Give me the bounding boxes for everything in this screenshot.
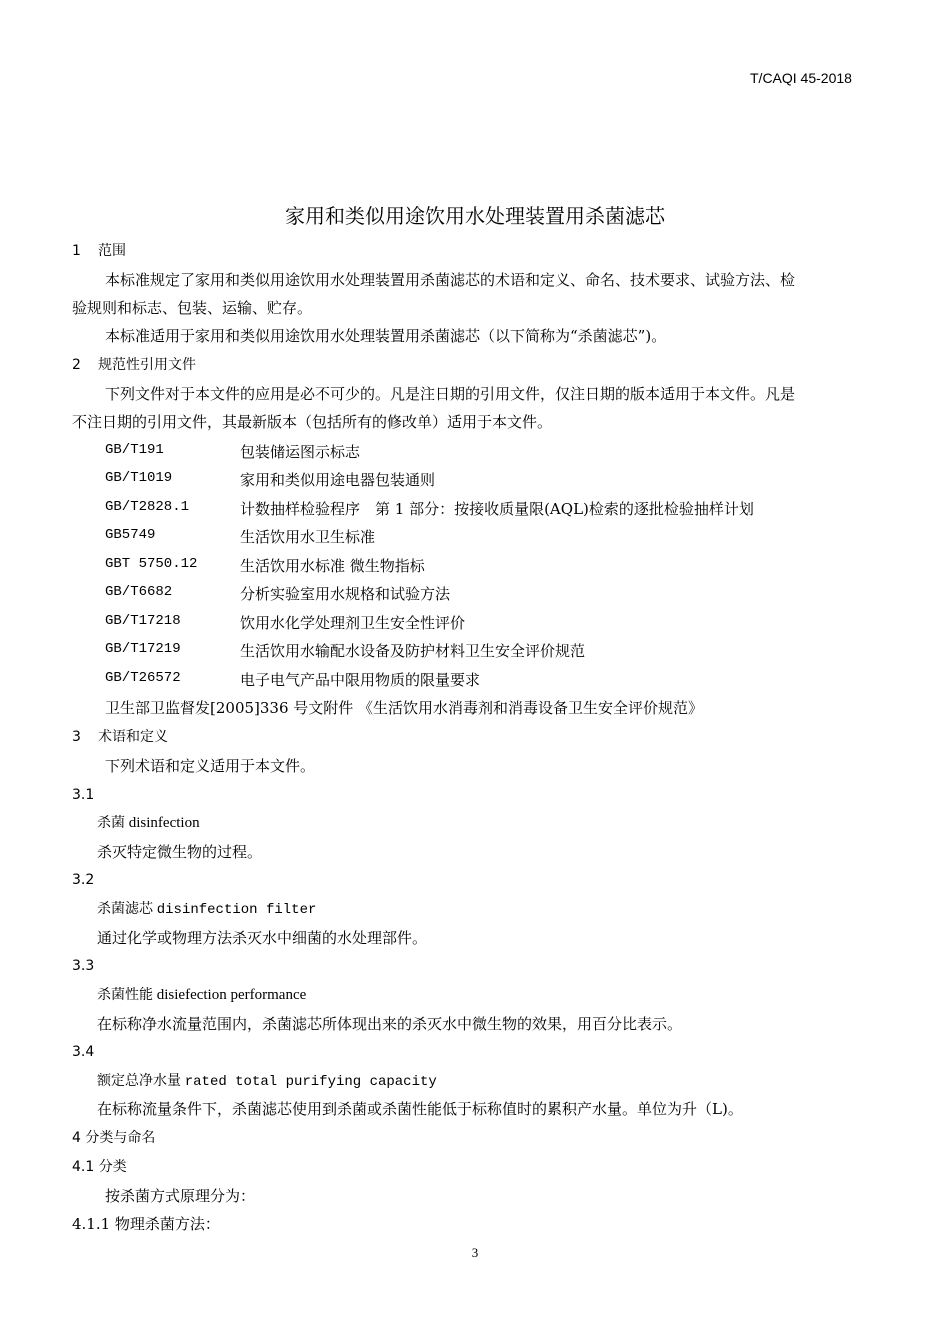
term-cn: 额定总净水量 <box>97 1073 181 1089</box>
section-number: 2 <box>72 357 81 373</box>
ref-extra: 卫生部卫监督发[2005]336 号文附件 《生活饮用水消毒剂和消毒设备卫生安全评价规范》 <box>105 699 704 717</box>
term-number: 3.1 <box>72 787 95 803</box>
ref-code: GB/T1019 <box>105 470 173 486</box>
term-en: disinfection filter <box>156 902 317 918</box>
term-number: 3.4 <box>72 1044 95 1060</box>
ref-title: 分析实验室用水规格和试验方法 <box>240 585 451 603</box>
section-number: 3 <box>72 729 81 745</box>
term-definition: 在标称净水流量范围内，杀菌滤芯所体现出来的杀灭水中微生物的效果，用百分比表示。 <box>97 1015 683 1033</box>
term-cn: 杀菌性能 <box>97 987 153 1003</box>
paragraph-line: 下列术语和定义适用于本文件。 <box>105 757 316 775</box>
ref-title: 计数抽样检验程序 第 1 部分：按接收质量限(AQL)检索的逐批检验抽样计划 <box>240 500 754 518</box>
paragraph-line: 验规则和标志、包装、运输、贮存。 <box>72 299 313 317</box>
section-title: 范围 <box>98 243 126 259</box>
term-en: disinfection <box>128 815 200 831</box>
section-3-heading <box>72 727 168 747</box>
paragraph-line: 本标准规定了家用和类似用途饮用水处理装置用杀菌滤芯的术语和定义、命名、技术要求、试验方法、检 <box>105 271 796 289</box>
ref-title: 饮用水化学处理剂卫生安全性评价 <box>240 614 466 632</box>
ref-title: 生活饮用水输配水设备及防护材料卫生安全评价规范 <box>240 642 586 660</box>
ref-code: GB/T6682 <box>105 584 173 600</box>
term-en: rated total purifying capacity <box>184 1074 437 1090</box>
ref-code: GB/T2828.1 <box>105 499 190 515</box>
section-number: 1 <box>72 243 81 259</box>
ref-title: 生活饮用水卫生标准 <box>240 528 376 546</box>
paragraph-line: 按杀菌方式原理分为： <box>105 1187 256 1205</box>
ref-title: 家用和类似用途电器包装通则 <box>240 471 436 489</box>
term-cn: 杀菌滤芯 <box>97 901 153 917</box>
ref-title: 电子电气产品中限用物质的限量要求 <box>240 671 481 689</box>
term-definition: 杀灭特定微生物的过程。 <box>97 843 263 861</box>
term-heading <box>97 813 200 833</box>
term-definition: 在标称流量条件下，杀菌滤芯使用到杀菌或杀菌性能低于标称值时的累积产水量。单位为升（L)。 <box>97 1100 743 1118</box>
subsection-4-1-heading: 4.1 分类 <box>72 1159 127 1175</box>
term-cn: 杀菌 <box>97 815 125 831</box>
paragraph-line: 下列文件对于本文件的应用是必不可少的。凡是注日期的引用文件，仅注日期的版本适用于本文件。凡是 <box>105 385 796 403</box>
ref-title: 包装储运图示标志 <box>240 443 361 461</box>
term-en: disiefection performance <box>156 987 307 1003</box>
document-code: T/CAQI 45-2018 <box>750 70 852 86</box>
section-1-heading <box>72 241 126 261</box>
paragraph-line: 本标准适用于家用和类似用途饮用水处理装置用杀菌滤芯（以下简称为“杀菌滤芯”)。 <box>105 327 667 345</box>
term-heading <box>97 1071 437 1092</box>
ref-code: GB/T191 <box>105 442 164 458</box>
section-2-heading <box>72 355 196 375</box>
term-number: 3.2 <box>72 872 95 888</box>
section-title: 术语和定义 <box>98 729 168 745</box>
subsection-4-1-1-heading: 4.1.1 物理杀菌方法： <box>72 1215 220 1233</box>
section-title: 规范性引用文件 <box>98 357 196 373</box>
ref-code: GB5749 <box>105 527 156 543</box>
ref-code: GB/T17218 <box>105 613 181 629</box>
ref-code: GB/T17219 <box>105 641 181 657</box>
ref-code: GB/T26572 <box>105 670 181 686</box>
section-4-heading: 4 分类与命名 <box>72 1130 156 1146</box>
term-heading <box>97 899 316 920</box>
paragraph-line: 不注日期的引用文件，其最新版本（包括所有的修改单）适用于本文件。 <box>72 413 553 431</box>
ref-code: GBT 5750.12 <box>105 556 198 572</box>
ref-title: 生活饮用水标准 微生物指标 <box>240 557 425 575</box>
term-heading <box>97 985 306 1005</box>
page-title: 家用和类似用途饮用水处理装置用杀菌滤芯 <box>285 204 665 228</box>
page-number: 3 <box>471 1245 479 1260</box>
term-definition: 通过化学或物理方法杀灭水中细菌的水处理部件。 <box>97 929 428 947</box>
term-number: 3.3 <box>72 958 95 974</box>
